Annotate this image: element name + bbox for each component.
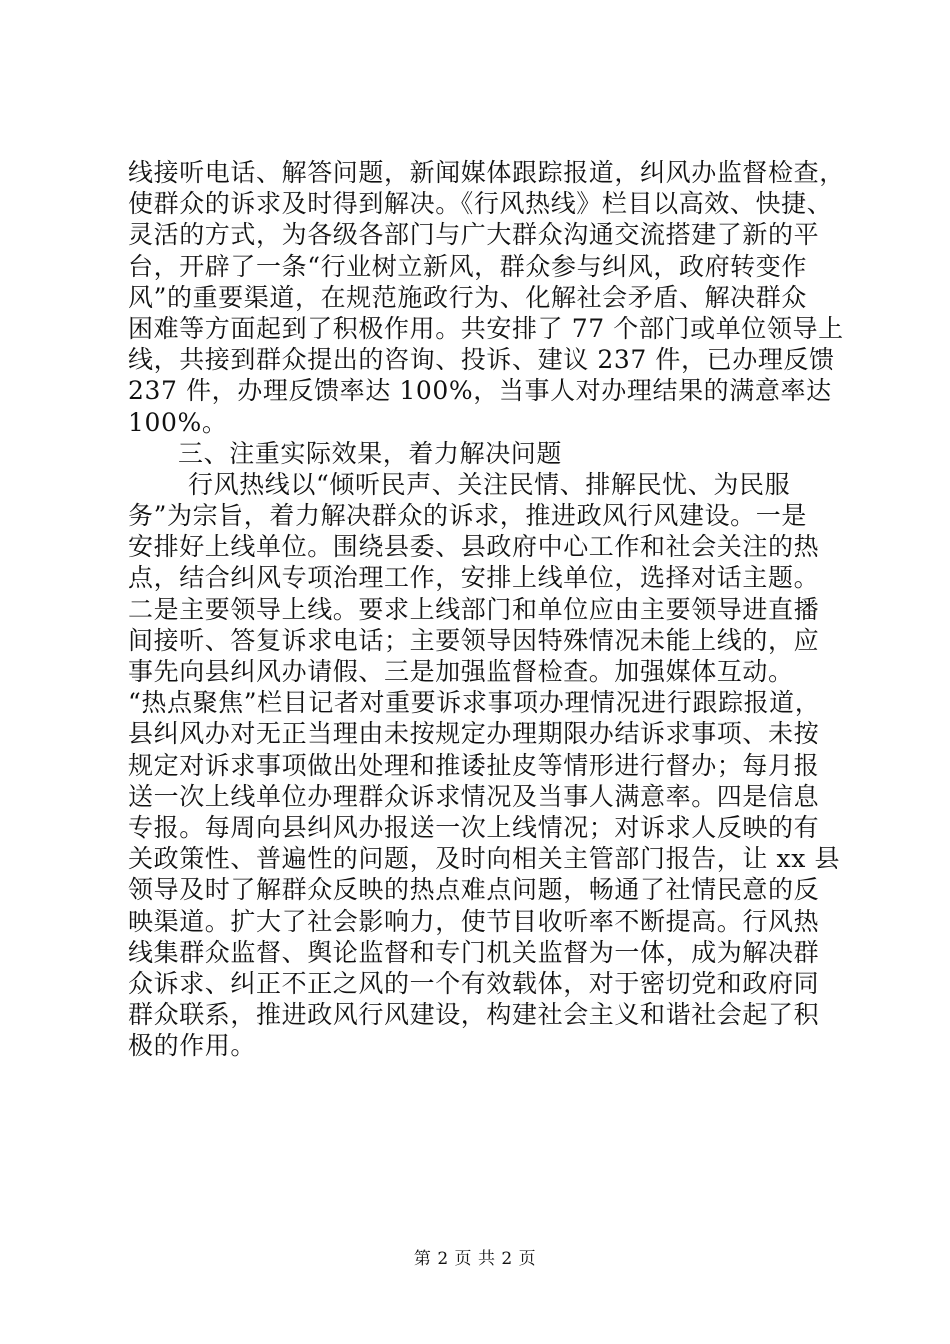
section-heading: 三、注重实际效果，着力解决问题	[178, 438, 563, 468]
body-line: 线接听电话、解答问题，新闻媒体跟踪报道，纠风办监督检查，	[128, 158, 845, 187]
body-line: 灵活的方式，为各级各部门与广大群众沟通交流搭建了新的平	[128, 220, 820, 250]
body-line: 间接听、答复诉求电话；主要领导因特殊情况未能上线的，应	[128, 625, 820, 655]
body-line: 送一次上线单位办理群众诉求情况及当事人满意率。四是信息	[128, 781, 820, 811]
body-line: 二是主要领导上线。要求上线部门和单位应由主要领导进直播	[128, 594, 820, 624]
body-line: 线，共接到群众提出的咨询、投诉、建议 237 件，已办理反馈	[128, 345, 835, 375]
body-line: 点，结合纠风专项治理工作，安排上线单位，选择对话主题。	[128, 563, 820, 593]
body-line: 237 件，办理反馈率达 100%，当事人对办理结果的满意率达	[128, 376, 832, 406]
body-line: 众诉求、纠正不正之风的一个有效载体，对于密切党和政府同	[128, 968, 820, 998]
body-line: 县纠风办对无正当理由未按规定办理期限办结诉求事项、未按	[128, 719, 820, 749]
body-line: 务”为宗旨，着力解决群众的诉求，推进政风行风建设。一是	[128, 501, 807, 531]
body-line: 使群众的诉求及时得到解决。《行风热线》栏目以高效、快捷、	[128, 189, 833, 219]
body-line: 规定对诉求事项做出处理和推诿扯皮等情形进行督办；每月报	[128, 750, 820, 780]
body-line: 风”的重要渠道，在规范施政行为、化解社会矛盾、解决群众	[128, 282, 807, 312]
body-line: 100%。	[128, 407, 228, 437]
body-line: 安排好上线单位。围绕县委、县政府中心工作和社会关注的热	[128, 532, 820, 562]
body-line: 极的作用。	[128, 1031, 257, 1061]
body-line: “热点聚焦”栏目记者对重要诉求事项办理情况进行跟踪报道，	[128, 688, 821, 718]
body-line: 映渠道。扩大了社会影响力，使节目收听率不断提高。行风热	[128, 906, 820, 936]
document-body	[128, 157, 845, 1061]
page-footer: 第 2 页 共 2 页	[413, 1249, 537, 1269]
body-line: 台，开辟了一条“行业树立新风，群众参与纠风，政府转变作	[128, 251, 807, 281]
body-line: 关政策性、普遍性的问题，及时向相关主管部门报告，让 xx 县	[128, 844, 841, 874]
body-line: 专报。每周向县纠风办报送一次上线情况；对诉求人反映的有	[128, 812, 820, 842]
body-line: 困难等方面起到了积极作用。共安排了 77 个部门或单位领导上	[128, 313, 844, 343]
body-line: 事先向县纠风办请假、三是加强监督检查。加强媒体互动。	[128, 657, 794, 686]
body-line: 领导及时了解群众反映的热点难点问题，畅通了社情民意的反	[128, 875, 820, 905]
body-line: 群众联系，推进政风行风建设，构建社会主义和谐社会起了积	[128, 1000, 820, 1030]
body-line: 线集群众监督、舆论监督和专门机关监督为一体，成为解决群	[128, 937, 820, 967]
paragraph-first-line: 行风热线以“倾听民声、关注民情、排解民忧、为民服	[188, 469, 791, 499]
